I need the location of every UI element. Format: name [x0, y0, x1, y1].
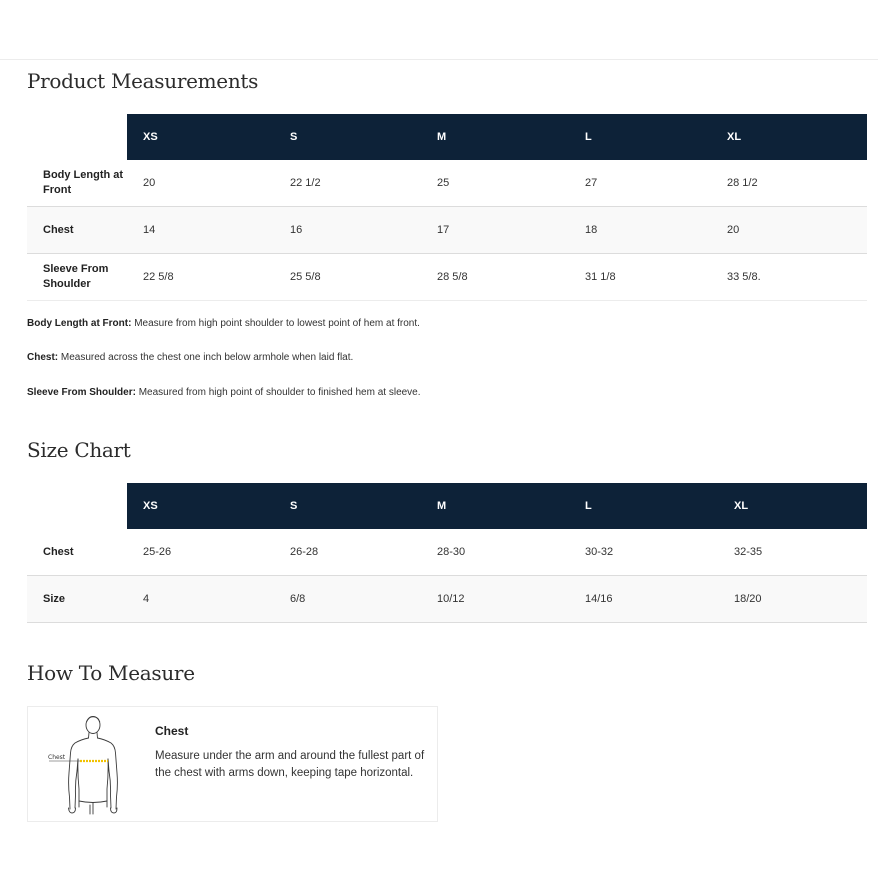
row-label: Body Length at Front: [27, 160, 127, 207]
row-label: Chest: [27, 529, 127, 576]
table-row: [27, 207, 867, 254]
table-cell: 25 5/8: [274, 254, 421, 301]
table-cell: 4: [127, 576, 274, 623]
size-header: XS: [127, 483, 274, 529]
measurement-note: [27, 318, 420, 329]
table-cell: 33 5/8.: [711, 254, 867, 301]
row-label: Chest: [27, 207, 127, 254]
measurement-note: [27, 387, 421, 398]
table-cell: 25: [421, 160, 569, 207]
top-divider: [0, 59, 878, 60]
table-cell: 20: [711, 207, 867, 254]
body-outline-chest-icon: [44, 715, 140, 815]
note-text: Measured across the chest one inch below armhole when laid flat.: [58, 352, 354, 363]
size-chart-title: Size Chart: [27, 438, 131, 462]
row-label: Sleeve From Shoulder: [27, 254, 127, 301]
table-cell: 6/8: [274, 576, 421, 623]
table-cell: 16: [274, 207, 421, 254]
note-term: Sleeve From Shoulder:: [27, 387, 136, 398]
table-cell: 31 1/8: [569, 254, 711, 301]
note-term: Body Length at Front:: [27, 318, 132, 329]
table-header-row: [27, 114, 867, 160]
table-row: [27, 254, 867, 301]
note-term: Chest:: [27, 352, 59, 363]
table-cell: 17: [421, 207, 569, 254]
measure-card-chest: [27, 706, 438, 822]
table-row: [27, 529, 867, 576]
table-cell: 25-26: [127, 529, 274, 576]
table-row: [27, 576, 867, 623]
size-header: S: [274, 114, 421, 160]
table-cell: 32-35: [718, 529, 867, 576]
product-measurements-title: Product Measurements: [27, 69, 259, 93]
size-header: M: [421, 483, 569, 529]
size-header: L: [569, 483, 718, 529]
size-chart-table: [27, 483, 867, 623]
size-header: M: [421, 114, 569, 160]
product-measurements-table: [27, 114, 867, 301]
size-header: L: [569, 114, 711, 160]
table-cell: 22 1/2: [274, 160, 421, 207]
size-header: S: [274, 483, 421, 529]
how-to-measure-title: How To Measure: [27, 661, 195, 685]
table-cell: 30-32: [569, 529, 718, 576]
row-label: Size: [27, 576, 127, 623]
table-cell: 14: [127, 207, 274, 254]
table-cell: 28-30: [421, 529, 569, 576]
table-cell: 10/12: [421, 576, 569, 623]
table-cell: 28 5/8: [421, 254, 569, 301]
measure-card-description: Measure under the arm and around the fullest part of the chest with arms down, keeping tape horizontal.: [155, 750, 425, 779]
table-cell: 26-28: [274, 529, 421, 576]
table-cell: 27: [569, 160, 711, 207]
table-cell: 28 1/2: [711, 160, 867, 207]
size-header: XL: [718, 483, 867, 529]
table-cell: 20: [127, 160, 274, 207]
note-text: Measure from high point shoulder to lowest point of hem at front.: [131, 318, 420, 329]
table-row: [27, 160, 867, 207]
note-text: Measured from high point of shoulder to finished hem at sleeve.: [135, 387, 421, 398]
table-cell: 18/20: [718, 576, 867, 623]
table-corner-cell: [27, 114, 127, 160]
table-corner-cell: [27, 483, 127, 529]
measure-card-title: Chest: [155, 724, 189, 738]
figure-label: Chest: [48, 754, 66, 761]
table-cell: 18: [569, 207, 711, 254]
size-header: XL: [711, 114, 867, 160]
table-cell: 14/16: [569, 576, 718, 623]
table-header-row: [27, 483, 867, 529]
size-header: XS: [127, 114, 274, 160]
measurement-note: [27, 352, 353, 363]
table-cell: 22 5/8: [127, 254, 274, 301]
